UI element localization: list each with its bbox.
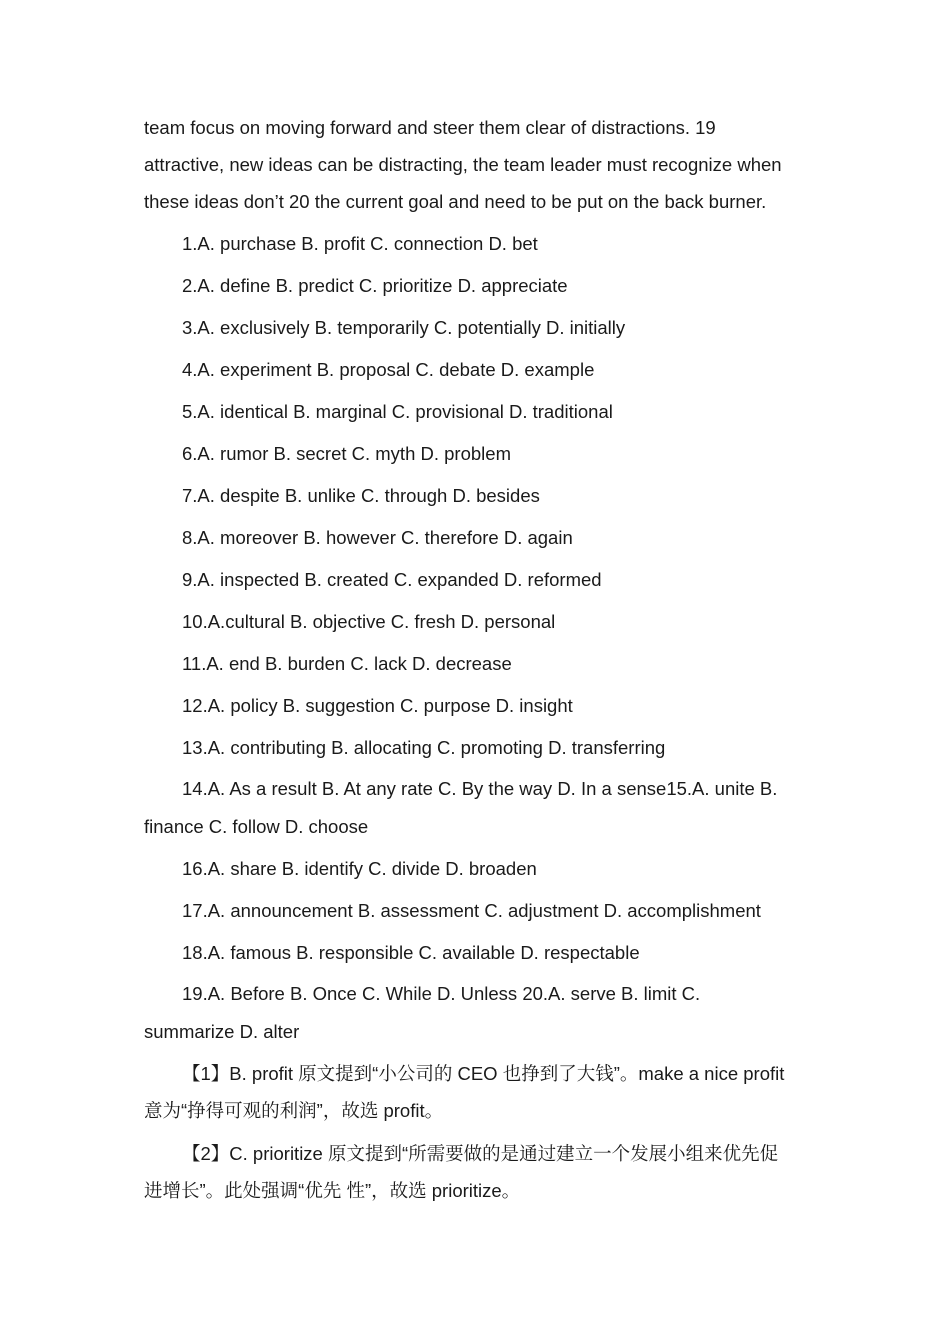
- option-line: finance C. follow D. choose: [144, 816, 369, 837]
- option-line: 19.A. Before B. Once C. While D. Unless 20.A. serve B. limit C.: [182, 983, 701, 1004]
- passage-line: attractive, new ideas can be distracting, the team leader must recognize when: [144, 154, 782, 175]
- option-line: 13.A. contributing B. allocating C. promoting D. transferring: [182, 737, 666, 758]
- option-line: 7.A. despite B. unlike C. through D. besides: [182, 485, 540, 506]
- option-line: 14.A. As a result B. At any rate C. By the way D. In a sense15.A. unite B.: [182, 778, 778, 799]
- option-line: 17.A. announcement B. assessment C. adjustment D. accomplishment: [182, 900, 761, 921]
- option-line: 5.A. identical B. marginal C. provisional D. traditional: [182, 401, 613, 422]
- option-line: 12.A. policy B. suggestion C. purpose D. insight: [182, 695, 573, 716]
- answer-line: 进增长”。此处强调“优先 性”，故选 prioritize。: [144, 1180, 521, 1201]
- option-line: 2.A. define B. predict C. prioritize D. appreciate: [182, 275, 568, 296]
- option-line: 16.A. share B. identify C. divide D. broaden: [182, 858, 537, 879]
- answer-line: 【2】C. prioritize 原文提到“所需要做的是通过建立一个发展小组来优先促: [182, 1143, 779, 1164]
- option-line: 1.A. purchase B. profit C. connection D. bet: [182, 233, 538, 254]
- option-line: summarize D. alter: [144, 1021, 300, 1042]
- option-line: 3.A. exclusively B. temporarily C. potentially D. initially: [182, 317, 626, 338]
- option-line: 11.A. end B. burden C. lack D. decrease: [182, 653, 512, 674]
- option-line: 4.A. experiment B. proposal C. debate D. example: [182, 359, 595, 380]
- answer-line: 【1】B. profit 原文提到“小公司的 CEO 也挣到了大钱”。make a nice profit: [182, 1063, 785, 1084]
- option-line: 18.A. famous B. responsible C. available D. respectable: [182, 942, 640, 963]
- option-line: 6.A. rumor B. secret C. myth D. problem: [182, 443, 511, 464]
- passage-line: these ideas don’t 20 the current goal and need to be put on the back burner.: [144, 191, 767, 212]
- option-line: 10.A.cultural B. objective C. fresh D. personal: [182, 611, 556, 632]
- option-line: 8.A. moreover B. however C. therefore D. again: [182, 527, 573, 548]
- answer-line: 意为“挣得可观的利润”，故选 profit。: [144, 1100, 444, 1121]
- option-line: 9.A. inspected B. created C. expanded D. reformed: [182, 569, 602, 590]
- passage-line: team focus on moving forward and steer them clear of distractions. 19: [144, 117, 716, 138]
